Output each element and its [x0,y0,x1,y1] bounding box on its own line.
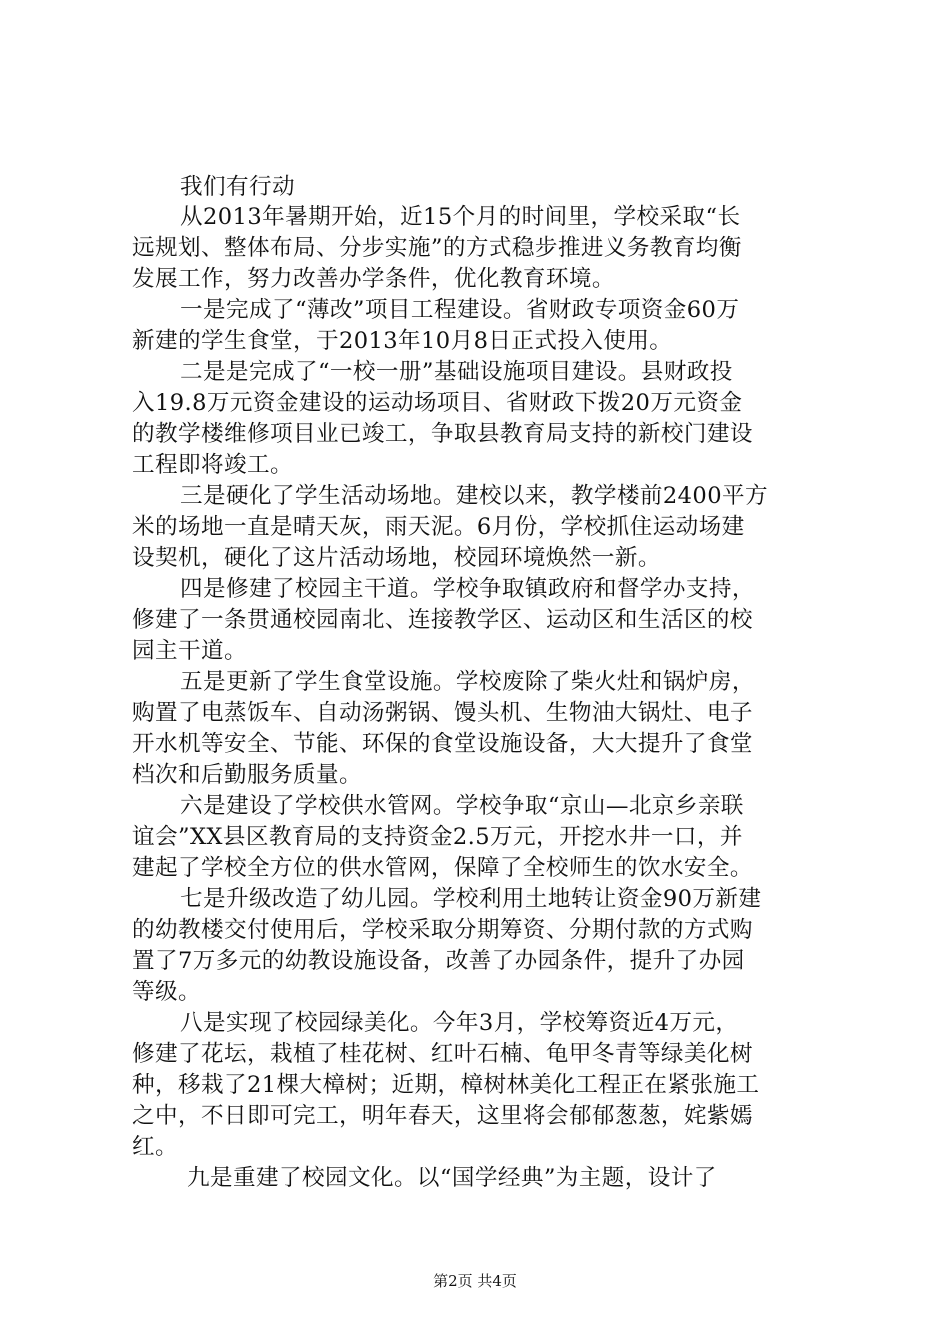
text-line: 入19.8万元资金建设的运动场项目、省财政下拨20万元资金 [132,390,743,416]
text-line: 建起了学校全方位的供水管网，保障了全校师生的饮水安全。 [132,855,753,881]
text-line: 设契机，硬化了这片活动场地，校园环境焕然一新。 [132,545,661,571]
text-line: 工程即将竣工。 [132,452,293,478]
text-line: 修建了一条贯通校园南北、连接教学区、运动区和生活区的校 [132,607,753,633]
text-line: 档次和后勤服务质量。 [132,762,362,788]
text-line: 远规划、整体布局、分步实施”的方式稳步推进义务教育均衡 [132,235,742,261]
text-line: 修建了花坛，栽植了桂花树、红叶石楠、龟甲冬青等绿美化树 [132,1041,753,1067]
text-line: 从2013年暑期开始，近15个月的时间里，学校采取“长 [180,204,741,230]
text-line: 五是更新了学生食堂设施。学校废除了柴火灶和锅炉房， [180,669,755,695]
text-line: 九是重建了校园文化。以“国学经典”为主题，设计了 [187,1165,717,1191]
text-line: 的幼教楼交付使用后，学校采取分期筹资、分期付款的方式购 [132,917,753,943]
text-line: 之中，不日即可完工，明年春天，这里将会郁郁葱葱，姹紫嫣 [132,1103,753,1129]
text-line: 二是是完成了“一校一册”基础设施项目建设。县财政投 [180,359,733,385]
text-line: 七是升级改造了幼儿园。学校利用土地转让资金90万新建 [180,886,762,912]
text-line: 置了7万多元的幼教设施设备，改善了办园条件，提升了办园 [132,948,745,974]
text-line: 八是实现了校园绿美化。今年3月，学校筹资近4万元， [180,1010,739,1036]
text-line: 等级。 [132,979,201,1005]
text-line: 谊会”XX县区教育局的支持资金2.5万元，开挖水井一口，并 [132,824,743,850]
text-line: 一是完成了“薄改”项目工程建设。省财政专项资金60万 [180,297,740,323]
text-line: 我们有行动 [180,174,295,200]
page-number-footer: 第2页 共4页 [433,1272,517,1290]
text-line: 六是建设了学校供水管网。学校争取“京山—北京乡亲联 [180,793,744,819]
text-line: 四是修建了校园主干道。学校争取镇政府和督学办支持， [180,576,755,602]
text-line: 开水机等安全、节能、环保的食堂设施设备，大大提升了食堂 [132,731,753,757]
text-line: 三是硬化了学生活动场地。建校以来，教学楼前2400平方 [180,483,768,509]
text-line: 园主干道。 [132,638,247,664]
text-line: 种，移栽了21棵大樟树；近期，樟树林美化工程正在紧张施工 [132,1072,760,1098]
text-line: 发展工作，努力改善办学条件，优化教育环境。 [132,266,615,292]
text-line: 红。 [132,1134,178,1160]
text-line: 新建的学生食堂，于2013年10月8日正式投入使用。 [132,328,673,354]
text-line: 米的场地一直是晴天灰，雨天泥。6月份，学校抓住运动场建 [132,514,745,540]
text-line: 的教学楼维修项目业已竣工，争取县教育局支持的新校门建设 [132,421,753,447]
text-line: 购置了电蒸饭车、自动汤粥锅、馒头机、生物油大锅灶、电子 [132,700,753,726]
